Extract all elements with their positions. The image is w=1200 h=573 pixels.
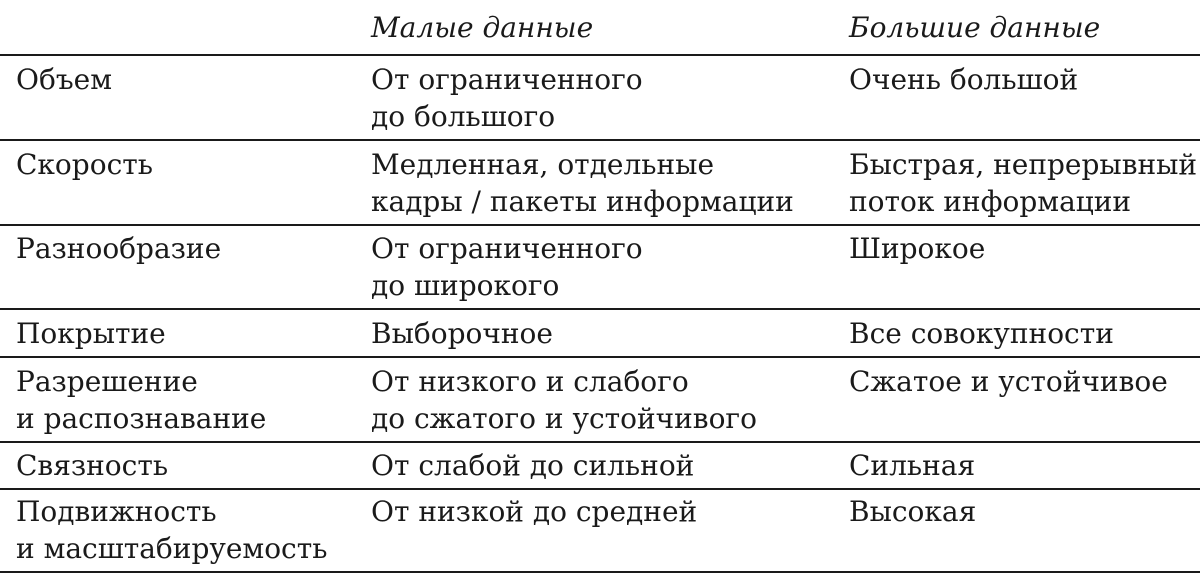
feature-cell: Покрытие	[0, 309, 355, 357]
small-data-cell: От ограниченного до широкого	[355, 225, 833, 309]
small-data-cell: От низкой до средней	[355, 489, 833, 572]
big-data-cell: Сильная	[833, 442, 1200, 489]
table-row	[0, 442, 1200, 489]
table-row	[0, 489, 1200, 572]
small-data-cell: Медленная, отдельные кадры / пакеты информации	[355, 140, 833, 225]
feature-cell: Объем	[0, 55, 355, 140]
big-data-cell: Быстрая, непрерывный поток информации	[833, 140, 1200, 225]
table-row	[0, 309, 1200, 357]
small-data-cell: От ограниченного до большого	[355, 55, 833, 140]
table-row	[0, 225, 1200, 309]
table-body	[0, 55, 1200, 572]
table-row	[0, 357, 1200, 442]
small-data-cell: От низкого и слабого до сжатого и устойчивого	[355, 357, 833, 442]
big-data-cell: Все совокупности	[833, 309, 1200, 357]
small-data-cell: Выборочное	[355, 309, 833, 357]
header-feature-cell	[0, 0, 355, 55]
table-row	[0, 140, 1200, 225]
small-data-cell: От слабой до сильной	[355, 442, 833, 489]
feature-cell: Подвижность и масштабируемость	[0, 489, 355, 572]
big-data-cell: Очень большой	[833, 55, 1200, 140]
big-data-cell: Высокая	[833, 489, 1200, 572]
big-data-cell: Широкое	[833, 225, 1200, 309]
header-big-data: Большие данные	[833, 0, 1200, 55]
feature-cell: Связность	[0, 442, 355, 489]
feature-cell: Разнообразие	[0, 225, 355, 309]
feature-cell: Разрешение и распознавание	[0, 357, 355, 442]
feature-cell: Скорость	[0, 140, 355, 225]
table-header	[0, 0, 1200, 55]
big-data-cell: Сжатое и устойчивое	[833, 357, 1200, 442]
header-small-data: Малые данные	[355, 0, 833, 55]
header-row	[0, 0, 1200, 55]
table-row	[0, 55, 1200, 140]
